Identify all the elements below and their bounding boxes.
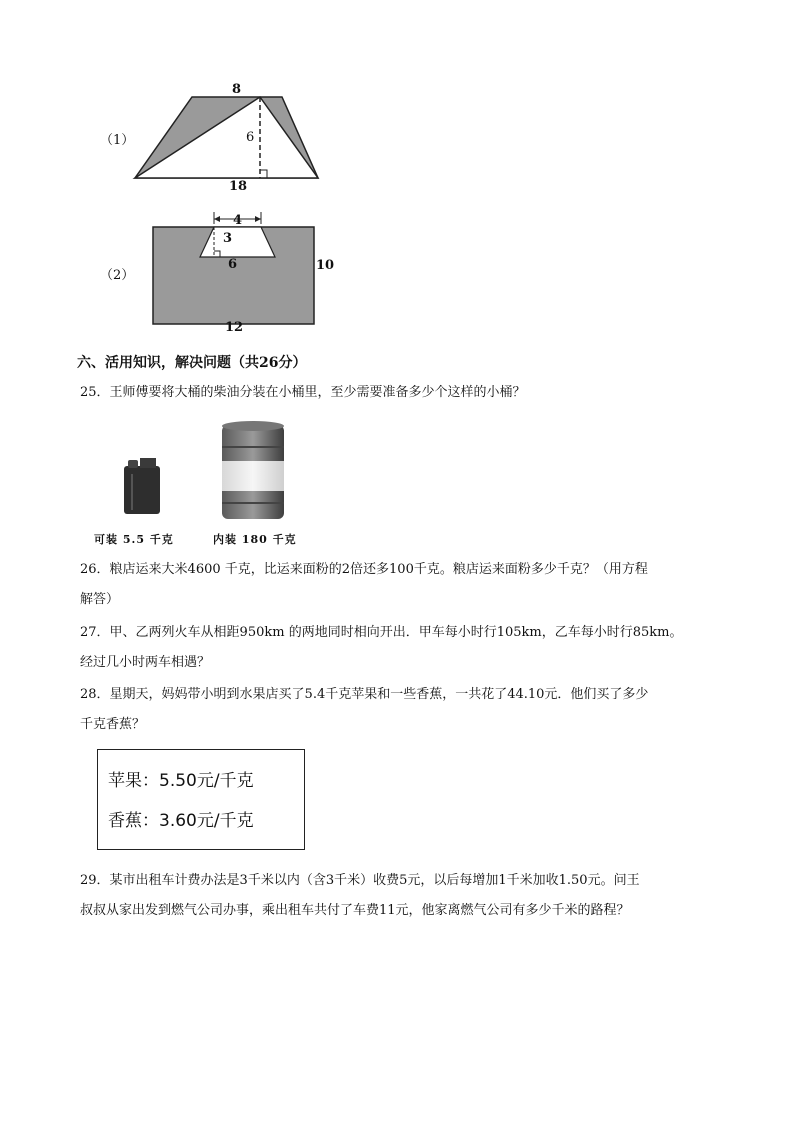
- figure-1-height-label: 6: [246, 130, 255, 145]
- question-29-line-2: 叔叔从家出发到燃气公司办事，乘出租车共付了车费11元，他家离燃气公司有多少千米的路程？: [80, 903, 630, 918]
- question-29: [80, 866, 730, 926]
- banana-price: 香蕉：3.60元/千克: [108, 811, 254, 831]
- section-title: 六、活用知识，解决问题（共26分）: [77, 355, 307, 371]
- question-27-line-2: 经过几小时两车相遇？: [80, 655, 211, 670]
- figure-1-trapezoid: [130, 92, 325, 182]
- question-26-line-2: 解答）: [80, 592, 120, 607]
- figure-2-height-label: 3: [223, 231, 233, 246]
- question-25: 25．王师傅要将大桶的柴油分装在小桶里，至少需要准备多少个这样的小桶？: [80, 385, 526, 400]
- small-oil-can-image: [118, 454, 166, 516]
- figure-2-side-label: 10: [316, 258, 335, 273]
- figure-1-label: （1）: [100, 133, 135, 148]
- question-28-line-1: 28．星期天，妈妈带小明到水果店买了5.4千克苹果和一些香蕉，一共花了44.10元．他们买了多少: [80, 687, 649, 702]
- figure-1-bottom-label: 18: [229, 179, 248, 194]
- question-28-line-2: 千克香蕉？: [80, 717, 146, 732]
- figure-2-base-label: 12: [225, 320, 244, 335]
- price-box: [97, 749, 305, 850]
- question-27-line-1: 27．甲、乙两列火车从相距950km 的两地同时相向开出．甲车每小时行105km，乙车每小时行85km。: [80, 625, 683, 640]
- question-27: [80, 618, 730, 678]
- figure-2-top-label: 4: [233, 213, 243, 228]
- apple-price: 苹果：5.50元/千克: [108, 771, 254, 791]
- big-drum-caption: 内装 180 千克: [213, 533, 297, 546]
- question-29-line-1: 29．某市出租车计费办法是3千米以内（含3千米）收费5元，以后每增加1千米加收1.50元。问王: [80, 873, 640, 888]
- question-26: [80, 555, 730, 615]
- oil-drum-image: [218, 419, 288, 523]
- figure-2-label: （2）: [100, 268, 135, 283]
- question-26-line-1: 26．粮店运来大米4600 千克，比运来面粉的2倍还多100千克。粮店运来面粉多少千克？（用方程: [80, 562, 648, 577]
- question-28: [80, 680, 730, 740]
- small-can-caption: 可装 5.5 千克: [94, 533, 174, 546]
- figure-1-top-label: 8: [232, 82, 242, 97]
- figure-2-bottom-label: 6: [228, 257, 238, 272]
